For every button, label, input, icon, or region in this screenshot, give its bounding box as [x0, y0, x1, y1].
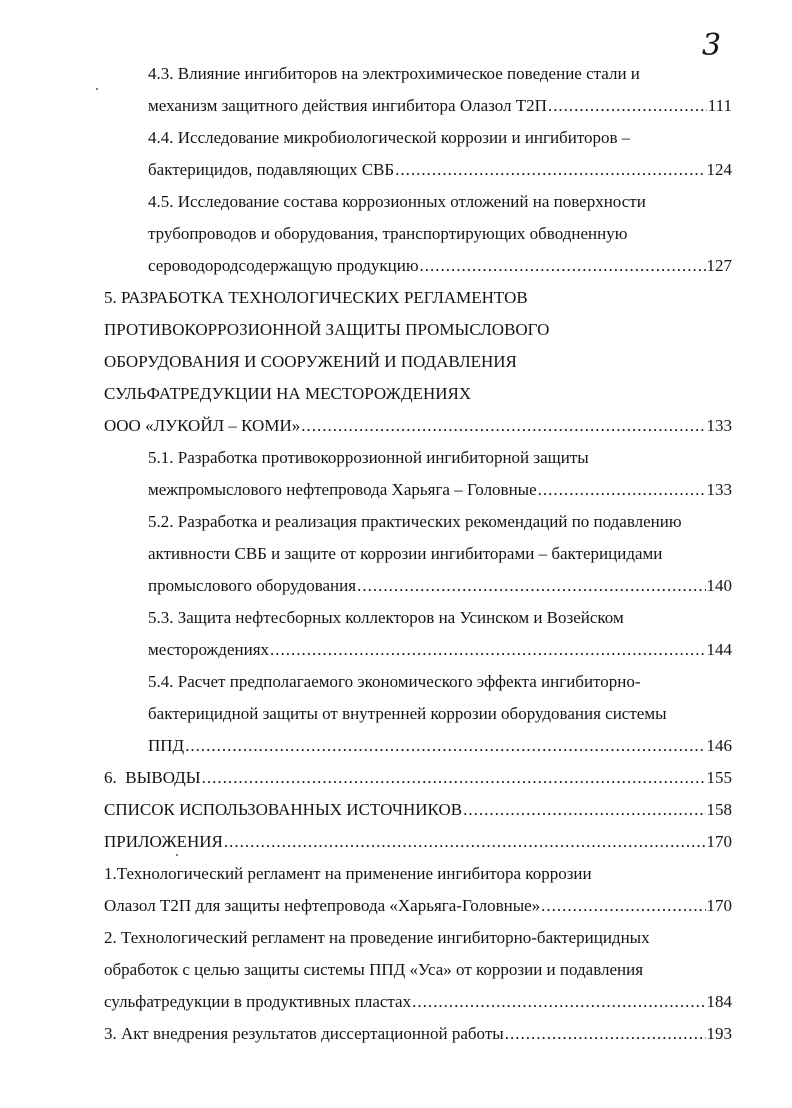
toc-app1-page: 170 [706, 896, 732, 915]
toc-appendix-page: 170 [706, 832, 732, 851]
toc-6-label: 6. ВЫВОДЫ [104, 768, 201, 787]
toc-sources-label: СПИСОК ИСПОЛЬЗОВАННЫХ ИСТОЧНИКОВ [104, 800, 463, 819]
toc-entry-4-3[interactable] [148, 96, 732, 116]
toc-app2-line3: сульфатредукции в продуктивных пластах [104, 992, 412, 1011]
toc-entry-app2[interactable] [104, 992, 732, 1012]
toc-entry-5-3[interactable] [148, 640, 732, 660]
toc-leader-dots [202, 768, 706, 788]
toc-entry-appendix[interactable] [104, 832, 732, 852]
toc-entry-6[interactable] [104, 768, 732, 788]
toc-app3-page: 193 [706, 1024, 732, 1043]
toc-leader-dots [538, 480, 706, 500]
toc-leader-dots [412, 992, 705, 1012]
toc-5-line4: СУЛЬФАТРЕДУКЦИИ НА МЕСТОРОЖДЕНИЯХ [104, 384, 472, 403]
toc-leader-dots [505, 1024, 706, 1044]
toc-5-1-line1: 5.1. Разработка противокоррозионной ингибиторной защиты [148, 448, 589, 467]
toc-app2-page: 184 [706, 992, 732, 1011]
toc-entry-app3[interactable] [104, 1024, 732, 1044]
toc-entry-5-2[interactable] [148, 576, 732, 596]
toc-entry-app1[interactable] [104, 896, 732, 916]
toc-app1-line2: Олазол Т2П для защиты нефтепровода «Харьяга-Головные» [104, 896, 541, 915]
toc-sources-page: 158 [706, 800, 732, 819]
toc-leader-dots [224, 832, 706, 852]
toc-5-3-line1: 5.3. Защита нефтесборных коллекторов на Усинском и Возейском [148, 608, 624, 627]
toc-5-3-line2: месторождениях [148, 640, 270, 659]
scan-speck [176, 854, 178, 856]
toc-leader-dots [420, 256, 706, 276]
toc-leader-dots [541, 896, 705, 916]
toc-5-2-line1: 5.2. Разработка и реализация практических рекомендаций по подавлению [148, 512, 682, 531]
toc-4-4-page: 124 [706, 160, 732, 179]
toc-4-3-line1: 4.3. Влияние ингибиторов на электрохимическое поведение стали и [148, 64, 640, 83]
toc-5-4-line3: ППД [148, 736, 185, 755]
toc-leader-dots [357, 576, 705, 596]
toc-leader-dots [301, 416, 705, 436]
toc-5-line1: 5. РАЗРАБОТКА ТЕХНОЛОГИЧЕСКИХ РЕГЛАМЕНТОВ [104, 288, 528, 307]
toc-5-2-line2: активности СВБ и защите от коррозии ингибиторами – бактерицидами [148, 544, 663, 563]
toc-appendix-label: ПРИЛОЖЕНИЯ [104, 832, 223, 851]
toc-4-5-line1: 4.5. Исследование состава коррозионных отложений на поверхности [148, 192, 646, 211]
toc-app1-line1: 1.Технологический регламент на применение ингибитора коррозии [104, 864, 592, 883]
toc-entry-4-4[interactable] [148, 160, 732, 180]
toc-leader-dots [395, 160, 705, 180]
toc-4-5-page: 127 [706, 256, 732, 275]
toc-5-2-page: 140 [706, 576, 732, 595]
toc-5-3-page: 144 [706, 640, 732, 659]
toc-5-1-line2: межпромыслового нефтепровода Харьяга – Головные [148, 480, 537, 499]
page-number: 3 [702, 28, 723, 63]
scan-speck [96, 88, 98, 90]
toc-app2-line2: обработок с целью защиты системы ППД «Уса» от коррозии и подавления [104, 960, 644, 979]
toc-4-5-line3: сероводородсодержащую продукцию [148, 256, 419, 275]
toc-4-3-line2: механизм защитного действия ингибитора Олазол Т2П [148, 96, 547, 115]
toc-app3-label: 3. Акт внедрения результатов диссертационной работы [104, 1024, 504, 1043]
toc-app2-line1: 2. Технологический регламент на проведение ингибиторно-бактерицидных [104, 928, 650, 947]
toc-entry-4-5[interactable] [148, 256, 732, 276]
toc-6-page: 155 [706, 768, 732, 787]
toc-5-line5: ООО «ЛУКОЙЛ – КОМИ» [104, 416, 301, 435]
toc-leader-dots [463, 800, 705, 820]
toc-4-4-line1: 4.4. Исследование микробиологической коррозии и ингибиторов – [148, 128, 631, 147]
toc-5-4-line1: 5.4. Расчет предполагаемого экономического эффекта ингибиторно- [148, 672, 641, 691]
toc-5-4-page: 146 [706, 736, 732, 755]
toc-leader-dots [270, 640, 705, 660]
toc-5-1-page: 133 [706, 480, 732, 499]
toc-4-4-line2: бактерицидов, подавляющих СВБ [148, 160, 395, 179]
toc-leader-dots [185, 736, 705, 756]
toc-4-5-line2: трубопроводов и оборудования, транспортирующих обводненную [148, 224, 628, 243]
toc-entry-5[interactable] [104, 416, 732, 436]
toc-5-line3: ОБОРУДОВАНИЯ И СООРУЖЕНИЙ И ПОДАВЛЕНИЯ [104, 352, 517, 371]
toc-entry-5-4[interactable] [148, 736, 732, 756]
toc-5-2-line3: промыслового оборудования [148, 576, 357, 595]
toc-entry-sources[interactable] [104, 800, 732, 820]
toc-entry-5-1[interactable] [148, 480, 732, 500]
toc-leader-dots [548, 96, 707, 116]
toc-5-4-line2: бактерицидной защиты от внутренней коррозии оборудования системы [148, 704, 667, 723]
toc-4-3-page: 111 [707, 96, 732, 115]
toc-5-line2: ПРОТИВОКОРРОЗИОННОЙ ЗАЩИТЫ ПРОМЫСЛОВОГО [104, 320, 550, 339]
toc-5-page: 133 [706, 416, 732, 435]
